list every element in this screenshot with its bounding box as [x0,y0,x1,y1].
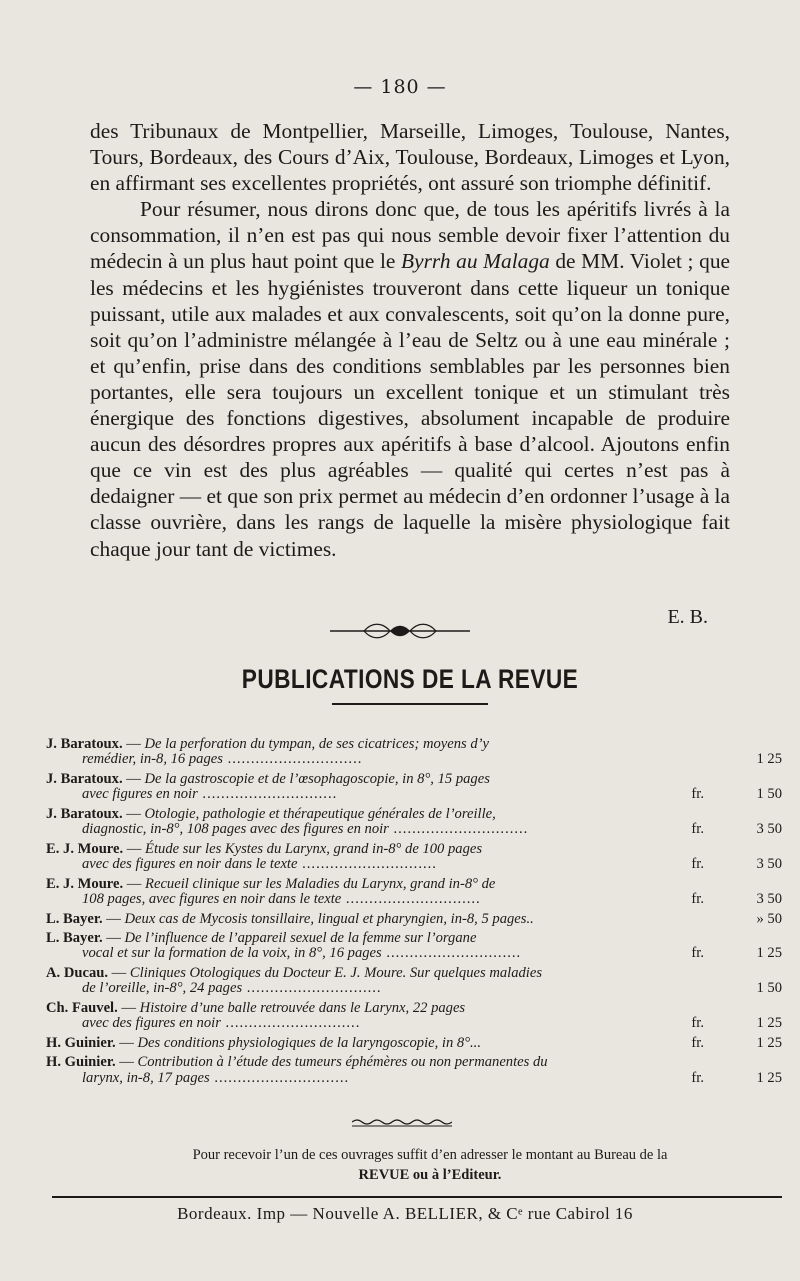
publication-details: avec des figures en noir [82,1015,221,1032]
leader-dots: ............................. [341,891,481,908]
publication-line-2 [46,822,782,837]
publication-price: 1 25 [756,1015,782,1032]
leader-dots: ............................. [220,1015,361,1032]
ornament-divider [330,620,470,642]
publication-title: Otologie, pathologie et thérapeutique générales de l’oreille, [144,805,496,822]
publication-line-1: A. Ducau. — Cliniques Otologiques du Docteur E. J. Moure. Sur quelques maladies [46,964,543,981]
publication-currency: fr. [691,821,704,838]
publication-entry [46,772,782,803]
publication-currency: fr. [691,1034,704,1051]
publication-author: E. J. Moure. [46,840,124,857]
publication-price: 1 50 [756,980,782,997]
order-notice [80,1145,780,1185]
publication-entry [46,737,782,768]
publication-author: J. Baratoux. [46,805,123,822]
publication-line-1: J. Baratoux. — Otologie, pathologie et thérapeutique générales de l’oreille, [46,805,496,822]
publication-line-2 [46,946,782,961]
publication-line-2 [46,787,782,802]
article-body [90,118,730,562]
publication-currency: fr. [691,1069,704,1086]
publication-price: 3 50 [756,856,782,873]
publication-title: Recueil clinique sur les Maladies du Larynx, grand in-8° de [145,875,496,892]
publication-currency: fr. [691,1015,704,1032]
publication-line-1: E. J. Moure. — Recueil clinique sur les Maladies du Larynx, grand in-8° de [46,875,496,892]
leader-dots: ............................. [388,821,529,838]
publication-currency: fr. [691,945,704,962]
publication-author: J. Baratoux. [46,736,123,752]
publication-title: De l’influence de l’appareil sexuel de la femme sur l’organe [124,930,477,947]
publication-author: H. Guinier. [46,1054,116,1071]
publication-price: 1 25 [756,1034,782,1051]
publication-line-2 [46,857,782,872]
publication-line-1: J. Baratoux. — De la perforation du tympan, de ses cicatrices; moyens d’y [46,736,490,752]
publication-line-2 [46,1071,782,1086]
publication-author: E. J. Moure. [46,875,124,892]
publication-price: 1 25 [756,1069,782,1086]
footer-rule [52,1196,782,1198]
publication-price: » 50 [756,910,782,927]
publication-currency: fr. [691,856,704,873]
publication-line-2 [46,981,782,996]
publication-line-1: Ch. Fauvel. — Histoire d’une balle retrouvée dans le Larynx, 22 pages [46,999,466,1016]
leader-dots: ............................. [297,856,437,873]
publication-entry [46,807,782,838]
publication-line-1: J. Baratoux. — De la gastroscopie et de l’œsophagoscopie, in 8°, 15 pages [46,770,490,787]
leader-dots: ............................. [209,1069,350,1086]
publication-details: larynx, in-8, 17 pages [82,1069,210,1086]
publication-title: Cliniques Otologiques du Docteur E. J. Moure. Sur quelques maladies [129,964,543,981]
publication-price: 1 50 [756,786,782,803]
publication-title: Histoire d’une balle retrouvée dans le Larynx, 22 pages [139,999,466,1016]
publication-title: Deux cas de Mycosis tonsillaire, lingual et pharyngien, in-8, 5 pages.. [124,910,534,927]
publication-details: de l’oreille, in-8°, 24 pages [82,980,243,997]
publication-line-1: H. Guinier. — Des conditions physiologiques de la laryngoscopie, in 8°... fr. 1 25 [46,1034,782,1051]
publication-title: Des conditions physiologiques de la laryngoscopie, in 8°... [137,1034,481,1051]
publication-author: L. Bayer. [46,910,103,927]
publication-entry [46,1001,782,1032]
publication-line-2 [46,892,782,907]
notice-line-1: Pour recevoir l’un de ces ouvrages suffit d’en adresser le montant au Bureau de la [192,1147,668,1163]
publication-details: remédier, in-8, 16 pages [82,751,223,768]
publication-entry [46,1036,782,1051]
publication-currency: fr. [691,891,704,908]
publication-author: A. Ducau. [46,964,109,981]
publication-entry [46,912,782,927]
publication-line-1: H. Guinier. — Contribution à l’étude des tumeurs éphémères ou non permanentes du [46,1054,548,1071]
publication-title: Contribution à l’étude des tumeurs éphémères ou non permanentes du [137,1054,548,1071]
publications-list [46,737,782,1090]
publication-line-2 [46,1016,782,1031]
publication-line-1: L. Bayer. — Deux cas de Mycosis tonsillaire, lingual et pharyngien, in-8, 5 pages.. » 50 [46,910,782,927]
publication-author: J. Baratoux. [46,770,123,787]
product-name: Byrrh au Malaga [401,249,550,274]
publication-price: 1 25 [756,751,782,768]
publication-entry [46,931,782,962]
publication-author: Ch. Fauvel. [46,999,118,1016]
publication-title: De la gastroscopie et de l’œsophagoscopie, in 8°, 15 pages [144,770,490,787]
leader-dots: ............................. [381,945,522,962]
publication-price: 3 50 [756,891,782,908]
publication-line-1: E. J. Moure. — Étude sur les Kystes du Larynx, grand in-8° de 100 pages [46,840,483,857]
publication-title: Étude sur les Kystes du Larynx, grand in-8° de 100 pages [145,840,483,857]
signature: E. B. [667,606,708,628]
leader-dots: ............................. [222,751,363,768]
heading-rule [332,703,488,705]
publication-entry [46,842,782,873]
publication-author: L. Bayer. [46,930,103,947]
publication-line-2 [46,752,782,767]
publication-entry [46,1055,782,1086]
paragraph-2-after: de MM. Violet ; que les médecins et les hygiénistes trouveront dans cette liqueur un tonique puissant, utile aux malades et aux convalescents, soit qu’on la donne pure, soit qu’on l’administre mélangée à l’eau de Seltz ou à une eau minérale ; et qu’enfin, prise dans des conditions semblables par les personnes bien portantes, elle sera toujours un excellent tonique et un stimulant très énergique des fonctions digestives, absolument incapable de produire aucun des désordres propres aux apéritifs à base d’alcool. Ajoutons enfin que ce vin est des plus agréables — qualité qui certes n’est pas à dedaigner — et que son prix permet au médecin d’en ordonner l’usage à la classe ouvrière, dans les rangs de laquelle la misère physiologique fait chaque jour tant de victimes. [90,249,731,561]
publication-entry [46,966,782,997]
leader-dots: ............................. [197,786,338,803]
page-number: — 180 — [353,76,447,98]
leader-dots: ............................. [242,980,382,997]
publication-author: H. Guinier. [46,1034,116,1051]
printer-imprint: Bordeaux. Imp — Nouvelle A. BELLIER, & Cᵉ rue Cabirol 16 [177,1204,633,1223]
publication-details: vocal et sur la formation de la voix, in 8°, 16 pages [82,945,382,962]
publication-line-1: L. Bayer. — De l’influence de l’appareil sexuel de la femme sur l’organe [46,930,477,947]
publication-currency: fr. [691,786,704,803]
wavy-divider [352,1118,452,1128]
publication-details: diagnostic, in-8°, 108 pages avec des figures en noir [82,821,389,838]
paragraph-2-before: Pour résumer, nous dirons donc que, de tous les apéritifs livrés à la consommation, il n’en est pas qui nous semble devoir fixer l’attention du médecin à un plus haut point que le [90,197,730,274]
paragraph-1: des Tribunaux de Montpellier, Marseille, Limoges, Toulouse, Nantes, Tours, Bordeaux, des Cours d’Aix, Toulouse, Bordeaux, Limoges et Lyon, en affirmant ses excellentes propriétés, ont assuré son triomphe définitif. [90,119,730,196]
paragraph-2 [90,196,730,561]
publication-entry [46,877,782,908]
notice-line-2: REVUE ou à l’Editeur. [358,1167,502,1183]
publication-price: 1 25 [756,945,782,962]
publication-price: 3 50 [756,821,782,838]
publication-details: avec des figures en noir dans le texte [82,856,298,873]
publication-title: De la perforation du tympan, de ses cicatrices; moyens d’y [144,736,490,752]
publications-heading: PUBLICATIONS DE LA REVUE [241,664,579,694]
publication-details: 108 pages, avec figures en noir dans le texte [82,891,342,908]
publication-details: avec figures en noir [82,786,198,803]
